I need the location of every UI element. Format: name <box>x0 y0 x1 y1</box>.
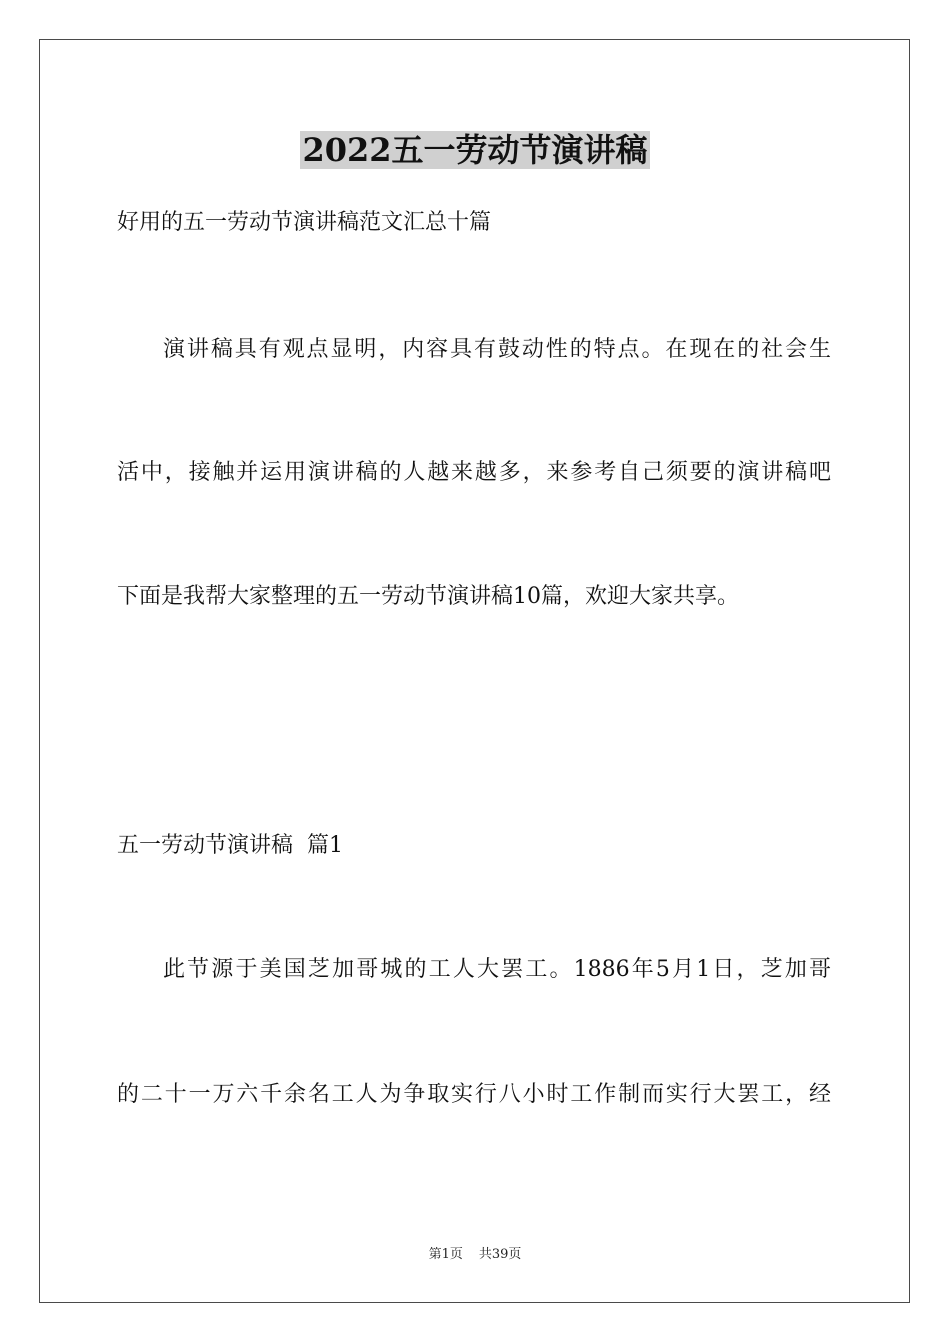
document-subtitle: 好用的五一劳动节演讲稿范文汇总十篇 <box>117 210 492 235</box>
paragraph-line: 此节源于美国芝加哥城的工人大罢工。1886年5月1日，芝加哥 <box>163 957 831 982</box>
paragraph-line: 演讲稿具有观点显明，内容具有鼓动性的特点。在现在的社会生 <box>163 337 831 362</box>
page-number: 第1页 <box>428 1247 463 1262</box>
paragraph-line: 的二十一万六千余名工人为争取实行八小时工作制而实行大罢工，经 <box>117 1082 831 1107</box>
document-title <box>0 130 950 170</box>
section-heading: 五一劳动节演讲稿 篇1 <box>117 833 343 858</box>
paragraph-line: 活中，接触并运用演讲稿的人越来越多，来参考自己须要的演讲稿吧 <box>117 460 831 485</box>
paragraph-line: 下面是我帮大家整理的五一劳动节演讲稿10篇，欢迎大家共享。 <box>117 584 739 609</box>
document-title-text: 2022五一劳动节演讲稿 <box>302 131 648 169</box>
page-footer <box>0 1246 950 1264</box>
total-pages: 共39页 <box>478 1247 522 1262</box>
